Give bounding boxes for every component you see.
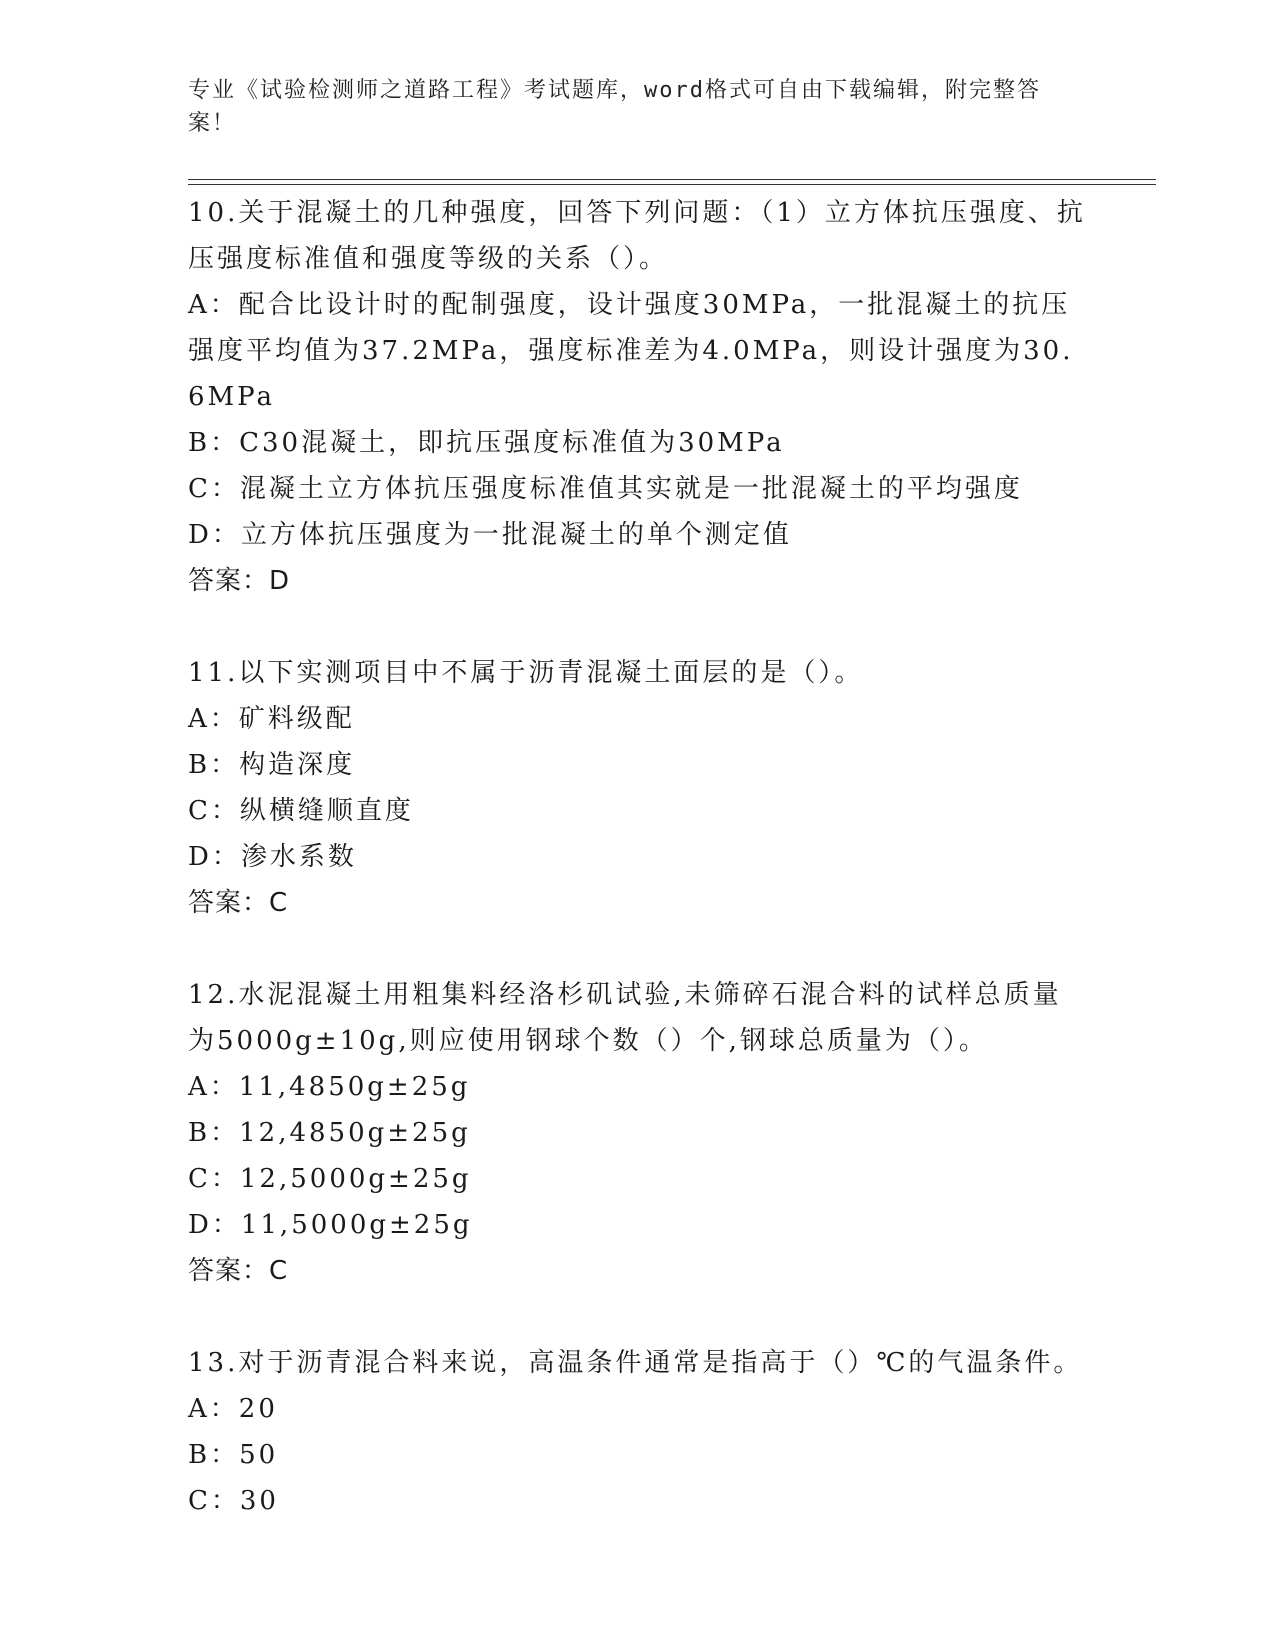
option-a: A：配合比设计时的配制强度，设计强度30MPa，一批混凝土的抗压强度平均值为37.2MPa，强度标准差为4.0MPa，则设计强度为30.6MPa	[188, 290, 1074, 412]
option-b: B：50	[188, 1440, 279, 1470]
question-stem: 10.关于混凝土的几种强度，回答下列问题：（1）立方体抗压强度、抗压强度标准值和强度等级的关系（）。	[188, 198, 1086, 274]
option-a: A：11,4850g±25g	[188, 1072, 471, 1102]
option-b: B：构造深度	[188, 750, 356, 780]
option-d: D：立方体抗压强度为一批混凝土的单个测定值	[188, 520, 792, 550]
option-a: A：20	[188, 1394, 278, 1424]
question-stem: 13.对于沥青混合料来说，高温条件通常是指高于（）℃的气温条件。	[188, 1348, 1083, 1378]
question-10	[188, 190, 1088, 604]
header-divider-line	[188, 184, 1156, 185]
option-c: C：30	[188, 1486, 279, 1516]
option-d: D：11,5000g±25g	[188, 1210, 473, 1240]
option-b: B：12,4850g±25g	[188, 1118, 471, 1148]
question-stem: 11.以下实测项目中不属于沥青混凝土面层的是（）。	[188, 658, 864, 688]
question-list	[188, 190, 1088, 1570]
option-c: C：混凝土立方体抗压强度标准值其实就是一批混凝土的平均强度	[188, 474, 1023, 504]
question-11	[188, 650, 1088, 926]
option-b: B：C30混凝土，即抗压强度标准值为30MPa	[188, 428, 785, 458]
option-c: C：纵横缝顺直度	[188, 796, 414, 826]
document-header: 专业《试验检测师之道路工程》考试题库，word格式可自由下载编辑，附完整答案！	[188, 78, 1041, 136]
option-c: C：12,5000g±25g	[188, 1164, 472, 1194]
answer-line: 答案：D	[188, 566, 291, 596]
question-stem: 12.水泥混凝土用粗集料经洛杉矶试验,未筛碎石混合料的试样总质量为5000g±10g,则应使用钢球个数（）个,钢球总质量为（）。	[188, 980, 1062, 1056]
question-13	[188, 1340, 1088, 1524]
header-divider-line	[188, 179, 1156, 180]
answer-line: 答案：C	[188, 1256, 289, 1286]
option-d: D：渗水系数	[188, 842, 357, 872]
question-12	[188, 972, 1088, 1294]
answer-line: 答案：C	[188, 888, 289, 918]
option-a: A：矿料级配	[188, 704, 355, 734]
